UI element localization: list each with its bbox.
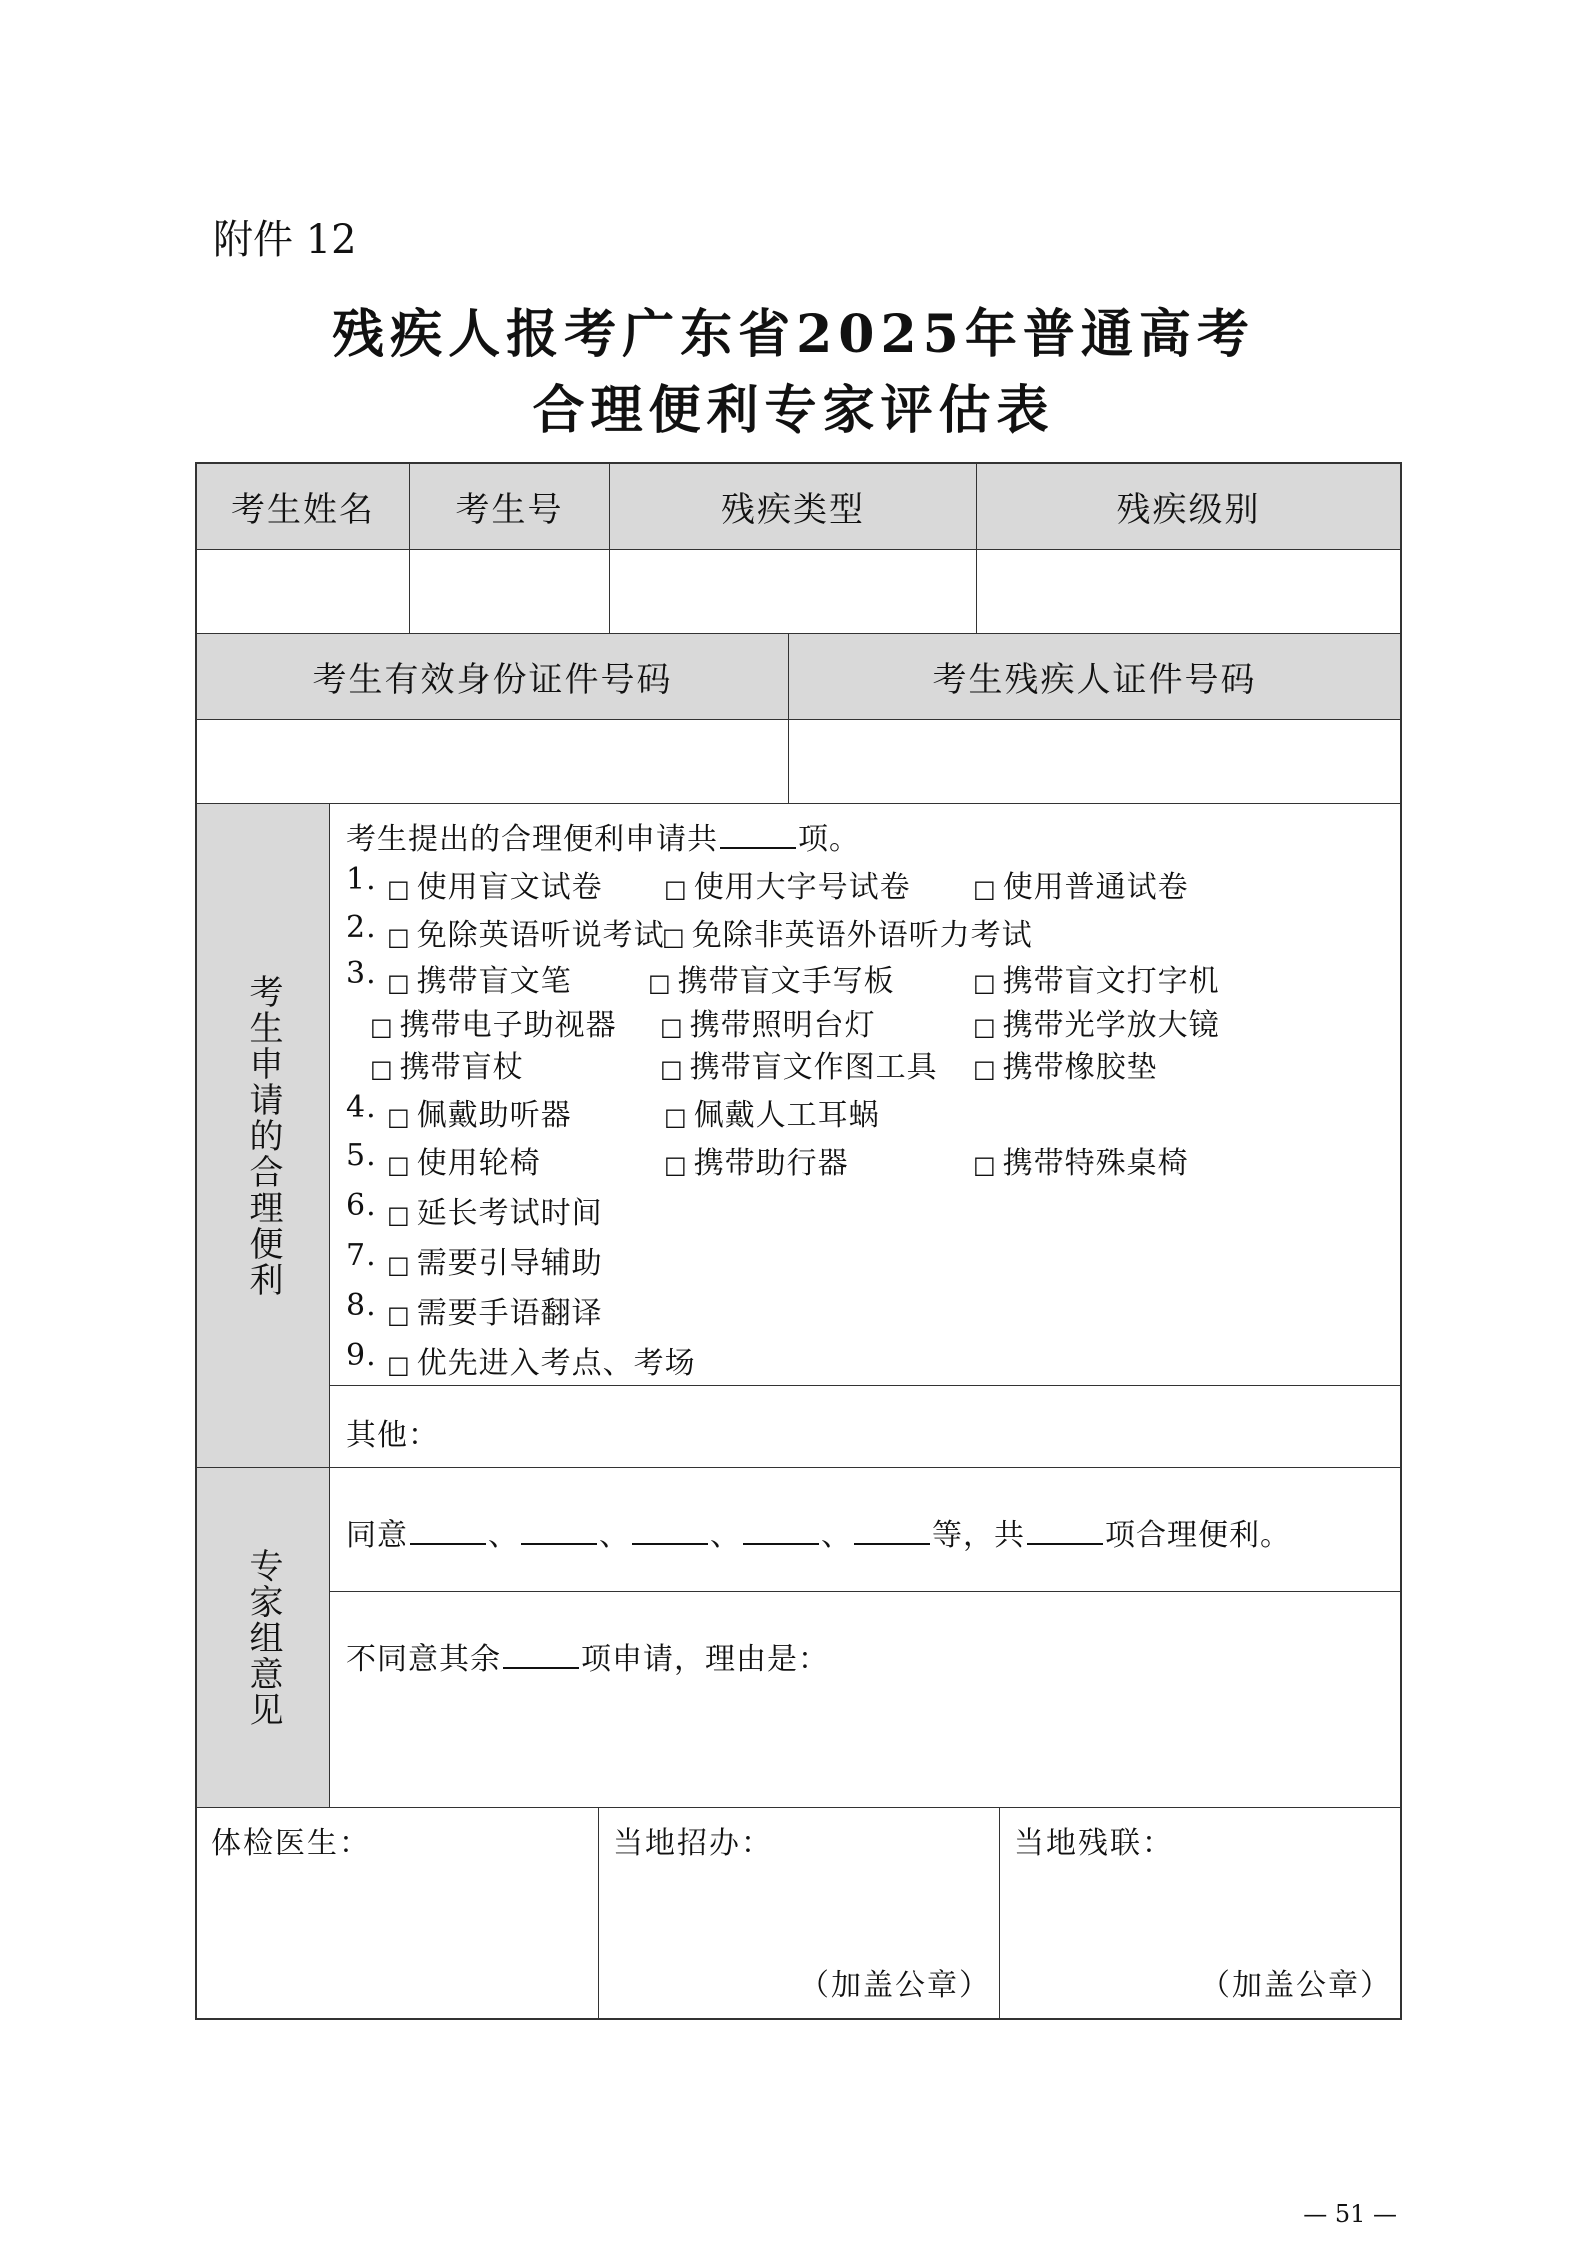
- checkbox-icon[interactable]: □: [387, 1201, 411, 1229]
- exam-office-label: 当地招办：: [613, 1826, 773, 1861]
- option-item[interactable]: [387, 1288, 603, 1332]
- checkbox-icon[interactable]: □: [648, 969, 672, 997]
- section-expert-text: 专家组意见: [243, 1547, 283, 1728]
- header-exam-no: 考生号: [410, 464, 610, 550]
- checkbox-icon[interactable]: □: [973, 1151, 997, 1179]
- option-label: 携带盲文手写板: [677, 964, 895, 999]
- option-label: 携带光学放大镜: [1002, 1008, 1220, 1043]
- option-number: 5.: [346, 1138, 377, 1173]
- option-label: 携带盲文打字机: [1002, 964, 1220, 999]
- option-item[interactable]: [664, 862, 911, 906]
- agree-sep: 、: [488, 1518, 519, 1553]
- checkbox-icon[interactable]: □: [387, 923, 411, 951]
- exam-office-signature-cell[interactable]: [599, 1808, 1000, 2018]
- checkbox-icon[interactable]: □: [973, 1055, 997, 1083]
- agree-blank-2[interactable]: [521, 1519, 597, 1545]
- option-number: 7.: [346, 1238, 377, 1273]
- name-field[interactable]: [197, 550, 410, 634]
- other-label: 其他：: [346, 1418, 439, 1453]
- checkbox-icon[interactable]: □: [662, 923, 686, 951]
- page-number: — 51 —: [1303, 2200, 1397, 2228]
- option-number: 4.: [346, 1090, 377, 1125]
- checkbox-icon[interactable]: □: [387, 1301, 411, 1329]
- option-label: 佩戴助听器: [416, 1098, 572, 1133]
- agree-blank-1[interactable]: [410, 1519, 486, 1545]
- section-expert-label: [197, 1468, 330, 1808]
- evaluation-form-table: [195, 462, 1402, 2020]
- option-item[interactable]: [973, 956, 1220, 1000]
- checkbox-icon[interactable]: □: [973, 1013, 997, 1041]
- option-number: 2.: [346, 910, 377, 945]
- exam-office-stamp: （加盖公章）: [799, 1968, 991, 2003]
- agree-blank-4[interactable]: [743, 1519, 819, 1545]
- disabled-fed-signature-cell[interactable]: [1000, 1808, 1400, 2018]
- option-item[interactable]: [648, 956, 895, 1000]
- agree-blank-5[interactable]: [854, 1519, 930, 1545]
- option-item[interactable]: [387, 862, 603, 906]
- disability-cert-field[interactable]: [789, 720, 1400, 804]
- header-disability-cert: 考生残疾人证件号码: [789, 634, 1400, 720]
- checkbox-icon[interactable]: □: [370, 1013, 394, 1041]
- checkbox-icon[interactable]: □: [387, 1151, 411, 1179]
- agree-count-blank[interactable]: [1027, 1519, 1103, 1545]
- attachment-label: 附件 12: [213, 217, 357, 263]
- option-number: 3.: [346, 956, 377, 991]
- option-item[interactable]: [387, 910, 665, 954]
- header-disability-type: 残疾类型: [610, 464, 977, 550]
- checkbox-icon[interactable]: □: [973, 875, 997, 903]
- option-label: 携带盲杖: [399, 1050, 524, 1085]
- checkbox-icon[interactable]: □: [973, 969, 997, 997]
- option-item[interactable]: [387, 956, 572, 1000]
- agree-etc: 等，共: [932, 1518, 1025, 1553]
- option-label: 携带照明台灯: [689, 1008, 876, 1043]
- option-label: 免除非英语外语听力考试: [691, 918, 1033, 953]
- checkbox-icon[interactable]: □: [660, 1055, 684, 1083]
- option-item[interactable]: [664, 1090, 880, 1134]
- header-name: 考生姓名: [197, 464, 410, 550]
- option-item[interactable]: [370, 1042, 524, 1086]
- option-label: 需要引导辅助: [416, 1246, 603, 1281]
- disabled-fed-stamp: （加盖公章）: [1200, 1968, 1392, 2003]
- agree-sep: 、: [599, 1518, 630, 1553]
- option-item[interactable]: [387, 1188, 603, 1232]
- checkbox-icon[interactable]: □: [387, 1103, 411, 1131]
- option-item[interactable]: [387, 1338, 696, 1382]
- header-disability-level: 残疾级别: [977, 464, 1400, 550]
- form-title-line2: 合理便利专家评估表: [532, 380, 1055, 441]
- option-number: 8.: [346, 1288, 377, 1323]
- disagree-cell[interactable]: [330, 1592, 1400, 1808]
- option-item[interactable]: [973, 1000, 1220, 1044]
- option-item[interactable]: [973, 862, 1189, 906]
- checkbox-icon[interactable]: □: [387, 1251, 411, 1279]
- option-item[interactable]: [660, 1042, 938, 1086]
- option-label: 携带盲文笔: [416, 964, 572, 999]
- agree-suffix: 项合理便利。: [1105, 1518, 1291, 1553]
- option-label: 使用轮椅: [416, 1146, 541, 1181]
- option-label: 使用盲文试卷: [416, 870, 603, 905]
- header-id-number: 考生有效身份证件号码: [197, 634, 789, 720]
- option-number: 1.: [346, 862, 377, 897]
- agree-blank-3[interactable]: [632, 1519, 708, 1545]
- agree-sep: 、: [710, 1518, 741, 1553]
- other-cell[interactable]: [330, 1386, 1400, 1468]
- checkbox-icon[interactable]: □: [660, 1013, 684, 1041]
- option-number: 6.: [346, 1188, 377, 1223]
- option-item[interactable]: [662, 910, 1033, 954]
- section-apply-label: [197, 804, 330, 1468]
- checkbox-icon[interactable]: □: [664, 1151, 688, 1179]
- option-number: 9.: [346, 1338, 377, 1373]
- option-item[interactable]: [387, 1138, 541, 1182]
- checkbox-icon[interactable]: □: [370, 1055, 394, 1083]
- option-label: 使用普通试卷: [1002, 870, 1189, 905]
- agree-line: [346, 1510, 1291, 1554]
- checkbox-icon[interactable]: □: [387, 969, 411, 997]
- apply-count-prefix: 考生提出的合理便利申请共: [346, 822, 718, 857]
- agree-prefix: 同意: [346, 1518, 408, 1553]
- option-label: 优先进入考点、考场: [416, 1346, 696, 1381]
- option-label: 携带助行器: [693, 1146, 849, 1181]
- option-item[interactable]: [664, 1138, 849, 1182]
- section-apply-text: 考生申请的合理便利: [243, 973, 283, 1298]
- option-item[interactable]: [387, 1090, 572, 1134]
- disability-level-field[interactable]: [977, 550, 1400, 634]
- option-label: 携带电子助视器: [399, 1008, 617, 1043]
- checkbox-icon[interactable]: □: [387, 1351, 411, 1379]
- disagree-suffix: 项申请，理由是：: [581, 1642, 829, 1677]
- option-label: 延长考试时间: [416, 1196, 603, 1231]
- disagree-blank[interactable]: [503, 1643, 579, 1669]
- id-number-field[interactable]: [197, 720, 789, 804]
- apply-options-cell: [330, 804, 1400, 1386]
- form-title-line1: 残疾人报考广东省2025年普通高考: [332, 304, 1255, 365]
- checkbox-icon[interactable]: □: [664, 1103, 688, 1131]
- option-item[interactable]: [973, 1042, 1158, 1086]
- option-label: 携带橡胶垫: [1002, 1050, 1158, 1085]
- agree-sep: 、: [821, 1518, 852, 1553]
- apply-count-blank[interactable]: [720, 823, 796, 849]
- disagree-line: [346, 1634, 829, 1678]
- apply-count-line: [346, 814, 860, 858]
- disagree-prefix: 不同意其余: [346, 1642, 501, 1677]
- option-item[interactable]: [660, 1000, 876, 1044]
- option-label: 需要手语翻译: [416, 1296, 603, 1331]
- exam-no-field[interactable]: [410, 550, 610, 634]
- disability-type-field[interactable]: [610, 550, 977, 634]
- option-label: 使用大字号试卷: [693, 870, 911, 905]
- doctor-label: 体检医生：: [211, 1826, 371, 1861]
- option-item[interactable]: [387, 1238, 603, 1282]
- checkbox-icon[interactable]: □: [664, 875, 688, 903]
- checkbox-icon[interactable]: □: [387, 875, 411, 903]
- option-item[interactable]: [370, 1000, 617, 1044]
- doctor-signature-cell[interactable]: [197, 1808, 599, 2018]
- agree-cell: [330, 1468, 1400, 1592]
- disabled-fed-label: 当地残联：: [1014, 1826, 1174, 1861]
- apply-count-suffix: 项。: [798, 822, 860, 857]
- option-label: 佩戴人工耳蜗: [693, 1098, 880, 1133]
- option-label: 携带特殊桌椅: [1002, 1146, 1189, 1181]
- option-label: 携带盲文作图工具: [689, 1050, 938, 1085]
- option-label: 免除英语听说考试: [416, 918, 665, 953]
- option-item[interactable]: [973, 1138, 1189, 1182]
